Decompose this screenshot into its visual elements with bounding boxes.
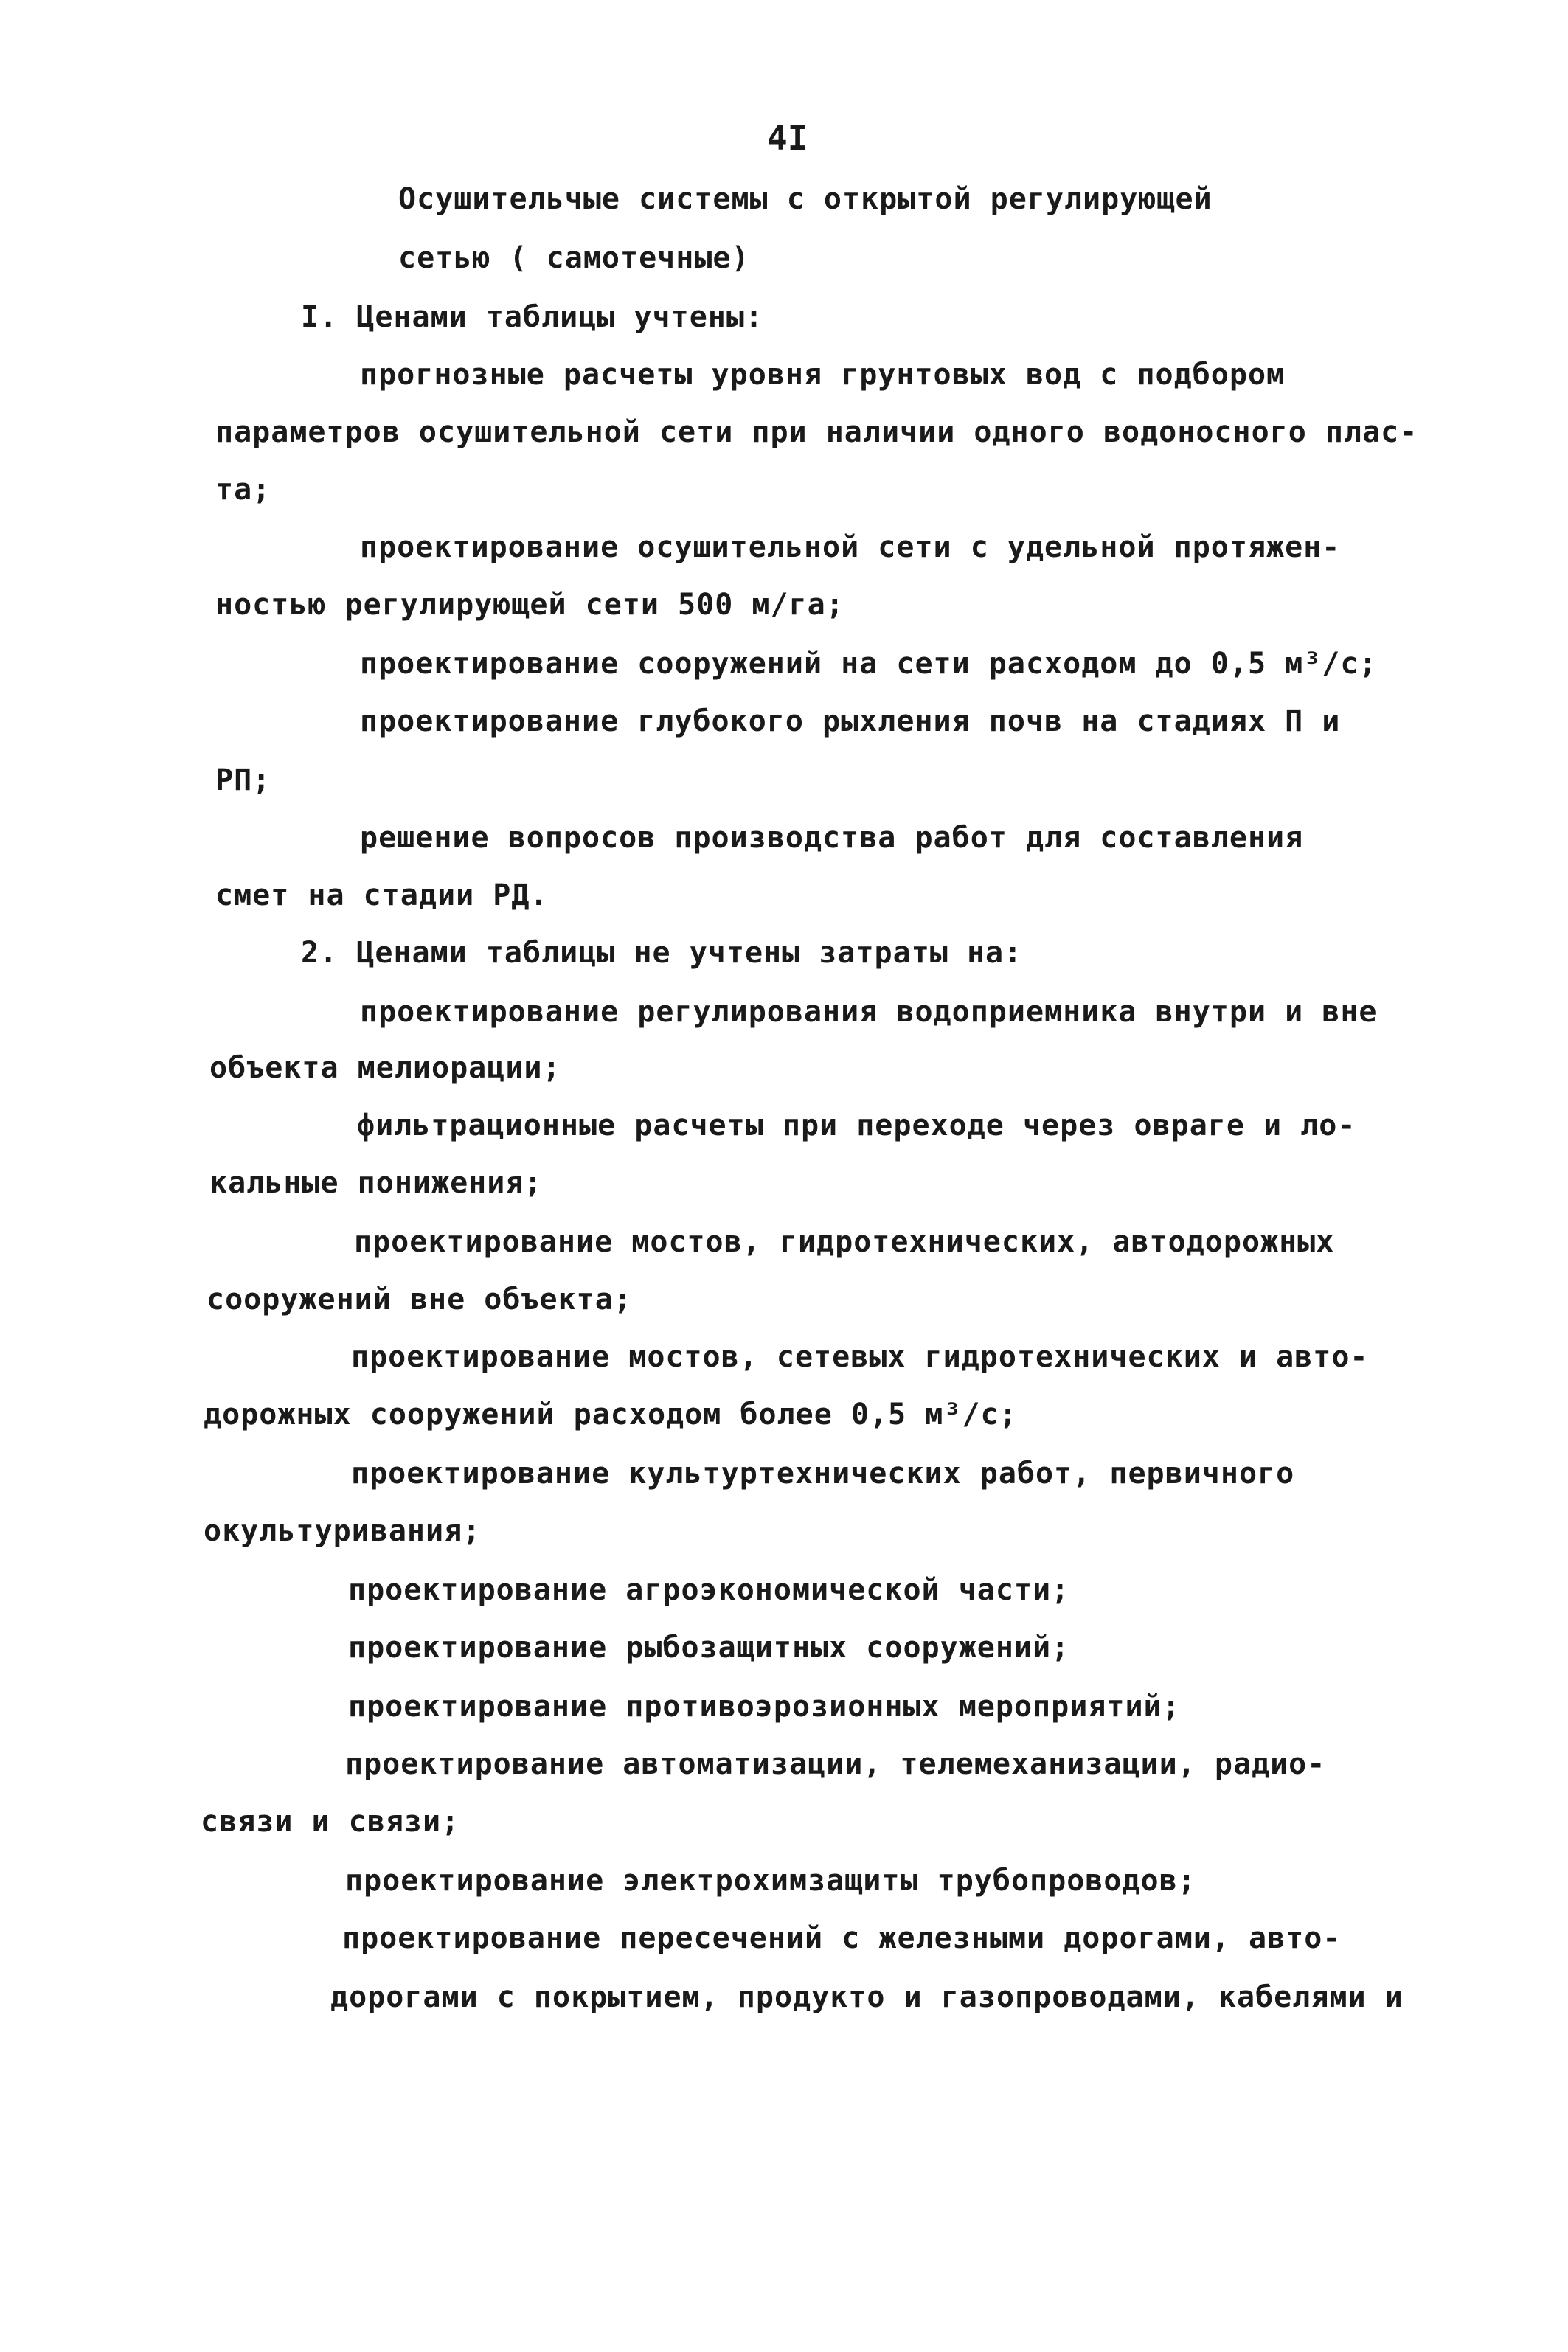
text-line: ностью регулирующей сети 500 м/га; [215, 588, 844, 622]
text-line: кальные понижения; [209, 1166, 543, 1200]
text-line: смет на стадии РД. [215, 878, 549, 912]
text-line: проектирование агроэкономической части; [348, 1573, 1070, 1607]
title-line-1: Осушительчые системы с открытой регулирующей [398, 182, 1213, 216]
text-line: проектирование осушительной сети с удельной протяжен- [360, 530, 1341, 564]
text-line: та; [215, 473, 271, 507]
text-line: прогнозные расчеты уровня грунтовых вод с подбором [360, 358, 1286, 392]
text-line: проектирование противоэрозионных мероприятий; [348, 1690, 1181, 1724]
section-2-heading: 2. Ценами таблицы не учтены затраты на: [301, 936, 1023, 970]
text-line: дорогами с покрытием, продукто и газопроводами, кабелями и [330, 1980, 1404, 2014]
text-line: проектирование автоматизации, телемеханизации, радио- [345, 1747, 1326, 1781]
text-line: проектирование сооружений на сети расходом до 0,5 м³/с; [360, 647, 1378, 681]
section-1-heading: I. Ценами таблицы учтены: [301, 300, 764, 334]
text-line: проектирование регулирования водоприемника внутри и вне [360, 995, 1378, 1029]
text-line: РП; [215, 763, 271, 797]
text-line: объекта мелиорации; [209, 1051, 561, 1085]
text-line: параметров осушительной сети при наличии одного водоносного плас- [215, 415, 1418, 449]
text-line: проектирование рыбозащитных сооружений; [348, 1631, 1070, 1665]
text-line: связи и связи; [201, 1805, 460, 1839]
text-line: проектирование электрохимзащиты трубопроводов; [345, 1864, 1196, 1898]
text-line: фильтрационные расчеты при переходе через овраге и ло- [357, 1109, 1356, 1142]
text-line: решение вопросов производства работ для составления [360, 821, 1304, 855]
text-line: проектирование культуртехнических работ, первичного [351, 1457, 1295, 1491]
text-line: дорожных сооружений расходом более 0,5 м³/с; [204, 1398, 1018, 1432]
text-line: проектирование глубокого рыхления почв на стадиях П и [360, 704, 1341, 738]
text-line: проектирование мостов, сетевых гидротехнических и авто- [351, 1340, 1369, 1374]
text-line: проектирование пересечений с железными дорогами, авто- [342, 1921, 1342, 1955]
page-number: 4I [767, 118, 808, 158]
title-line-2: сетью ( самотечные) [398, 241, 750, 275]
text-line: сооружений вне объекта; [207, 1283, 632, 1317]
text-line: проектирование мостов, гидротехнических, автодорожных [354, 1225, 1335, 1259]
text-line: окультуривания; [204, 1514, 482, 1548]
